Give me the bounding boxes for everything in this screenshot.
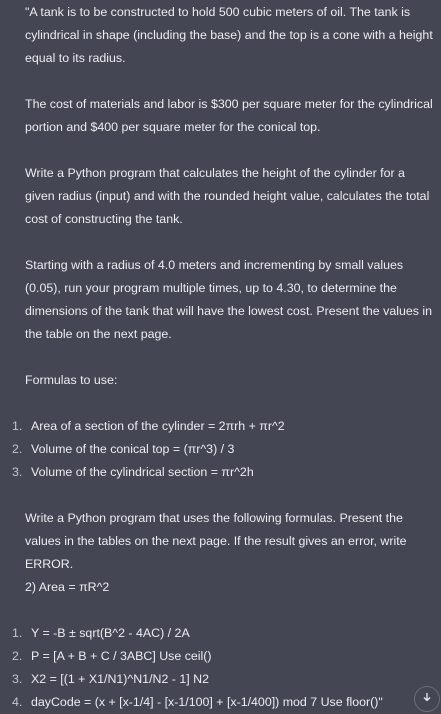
paragraph-cost: The cost of materials and labor is $300 per square meter for the cylindrical portion and $400 per square meter for the conical top. <box>25 97 433 134</box>
scroll-to-bottom-button[interactable] <box>414 686 440 712</box>
area-line: 2) Area = πR^2 <box>25 580 110 594</box>
list-item: 3. Volume of the cylindrical section = πr^2h <box>12 465 254 479</box>
list-item: 4. dayCode = (x + [x-1/4] - [x-1/100] + [x-1/400]) mod 7 Use floor()" <box>12 695 383 709</box>
paragraph-second-program: Write a Python program that uses the following formulas. Present the values in the tables on the next page. If the result gives an error, write ERROR. <box>25 511 407 571</box>
list-item: 2. Volume of the conical top = (πr^3) / 3 <box>12 442 235 456</box>
paragraph-formulas-heading: Formulas to use: <box>25 373 118 387</box>
paragraph-problem: "A tank is to be constructed to hold 500 cubic meters of oil. The tank is cylindrical in shape (including the base) and the top is a cone with a height equal to its radius. <box>25 5 433 65</box>
paragraph-radius: Starting with a radius of 4.0 meters and incrementing by small values (0.05), run your program multiple times, up to 4.30, to determine the dimensions of the tank that will have the lowest cost. Present the values in the table on the next page. <box>25 258 433 341</box>
list-item: 1. Area of a section of the cylinder = 2πrh + πr^2 <box>12 419 285 433</box>
chevron-down-icon <box>422 692 432 702</box>
paragraph-program: Write a Python program that calculates the height of the cylinder for a given radius (input) and with the rounded height value, calculates the total cost of constructing the tank. <box>25 166 430 226</box>
formula-list-b <box>12 622 435 714</box>
message-body <box>12 0 435 714</box>
formula-list <box>12 415 435 484</box>
list-item: 2. P = [A + B + C / 3ABC] Use ceil() <box>12 649 212 663</box>
list-item: 3. X2 = [(1 + X1/N1)^N1/N2 - 1] N2 <box>12 672 209 686</box>
list-item: 1. Y = -B ± sqrt(B^2 - 4AC) / 2A <box>12 626 190 640</box>
